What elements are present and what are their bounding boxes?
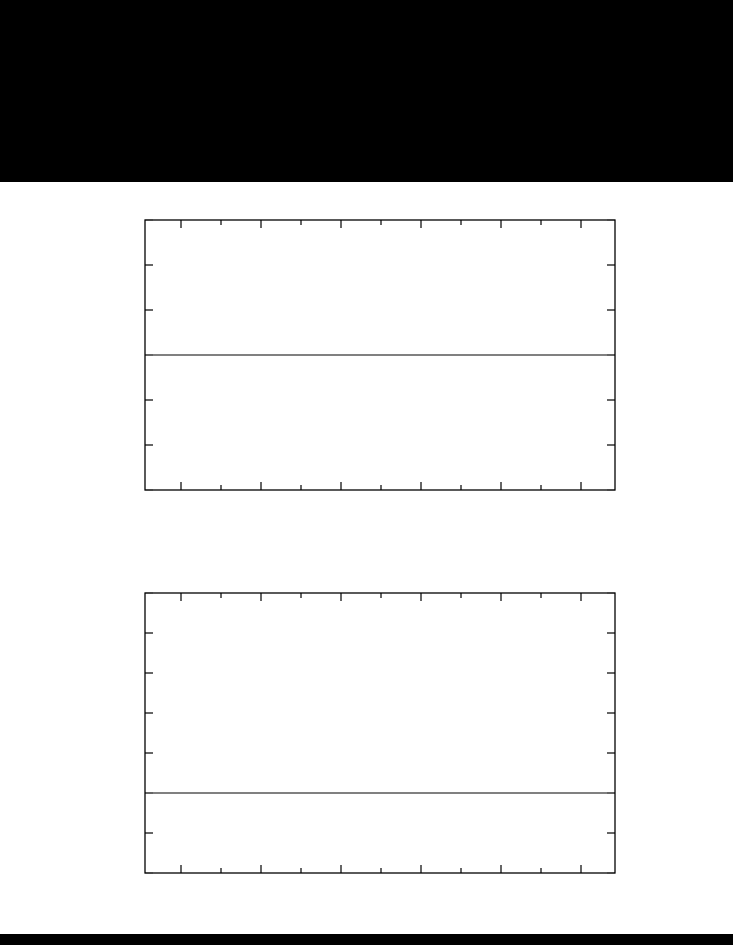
top-panel-plot [0, 205, 733, 535]
bottom-panel-plot [0, 565, 733, 925]
bottom-panel [0, 565, 733, 925]
top-panel [0, 205, 733, 535]
